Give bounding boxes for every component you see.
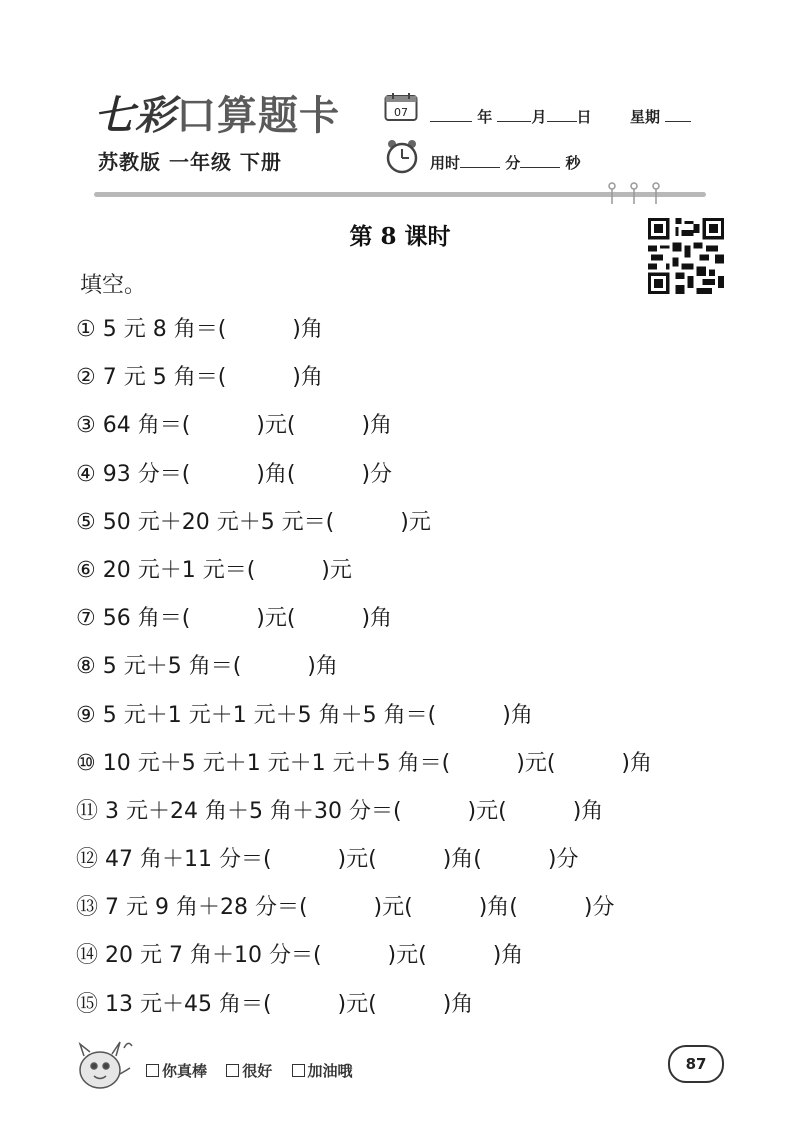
problem-10[interactable]: ⑩ 10 元＋5 元＋1 元＋1 元＋5 角＝( )元( )角 <box>76 750 652 776</box>
rating-great-label: 你真棒 <box>162 1062 208 1080</box>
checkbox-icon[interactable] <box>292 1064 305 1077</box>
day-blank[interactable] <box>547 107 577 122</box>
problem-5[interactable]: ⑤ 50 元＋20 元＋5 元＝( )元 <box>76 509 431 535</box>
problem-6[interactable]: ⑥ 20 元＋1 元＝( )元 <box>76 557 352 583</box>
problem-1[interactable]: ① 5 元 8 角＝( )角 <box>76 317 323 342</box>
week-blank[interactable] <box>665 107 691 122</box>
qr-code-icon[interactable] <box>648 218 724 294</box>
checkbox-icon[interactable] <box>226 1064 239 1077</box>
year-blank[interactable] <box>430 107 472 122</box>
week-label: 星期 <box>629 108 660 126</box>
minutes-label: 分 <box>505 154 521 172</box>
instruction-text: 填空。 <box>80 273 147 298</box>
problem-2[interactable]: ② 7 元 5 角＝( )角 <box>76 365 323 391</box>
calendar-icon <box>384 92 418 122</box>
month-label: 月 <box>531 108 547 126</box>
minutes-blank[interactable] <box>460 153 500 168</box>
problem-7[interactable]: ⑦ 56 角＝( )元( )角 <box>76 606 393 632</box>
rating-great[interactable] <box>146 1062 207 1080</box>
problem-list <box>76 308 776 1031</box>
divider-ornament <box>604 180 674 210</box>
brand-logo-title: 口算题卡 <box>176 92 340 139</box>
brand-logo-char-qi: 七 <box>94 92 135 139</box>
mascot-icon <box>72 1034 134 1096</box>
problem-15[interactable]: ⑮ 13 元＋45 角＝( )元( )角 <box>76 991 474 1017</box>
problem-9[interactable]: ⑨ 5 元＋1 元＋1 元＋5 角＋5 角＝( )角 <box>76 702 533 728</box>
lesson-title: 第 8 课时 <box>349 223 451 250</box>
seconds-blank[interactable] <box>520 153 560 168</box>
checkbox-icon[interactable] <box>146 1064 159 1077</box>
self-rating <box>146 1060 367 1081</box>
month-blank[interactable] <box>497 107 531 122</box>
seconds-label: 秒 <box>565 154 581 172</box>
brand-logo-char-cai: 彩 <box>135 92 176 139</box>
edition-subtitle: 苏教版 一年级 下册 <box>98 150 282 174</box>
rating-good[interactable] <box>226 1062 272 1080</box>
rating-keep-going-label: 加油哦 <box>307 1062 353 1080</box>
year-label: 年 <box>477 108 493 126</box>
problem-11[interactable]: ⑪ 3 元＋24 角＋5 角＋30 分＝( )元( )角 <box>76 798 604 824</box>
clock-icon <box>384 138 420 174</box>
problem-4[interactable]: ④ 93 分＝( )角( )分 <box>76 461 393 487</box>
rating-good-label: 很好 <box>242 1062 273 1080</box>
rating-keep-going[interactable] <box>292 1062 353 1080</box>
problem-8[interactable]: ⑧ 5 元＋5 角＝( )角 <box>76 654 338 680</box>
brand-logo <box>94 94 340 138</box>
problem-3[interactable]: ③ 64 角＝( )元( )角 <box>76 413 393 439</box>
problem-13[interactable]: ⑬ 7 元 9 角＋28 分＝( )元( )角( )分 <box>76 895 615 921</box>
date-line <box>430 106 691 127</box>
calendar-number: 07 <box>394 106 408 119</box>
time-line <box>430 152 581 173</box>
problem-12[interactable]: ⑫ 47 角＋11 分＝( )元( )角( )分 <box>76 847 579 873</box>
day-label: 日 <box>576 108 592 126</box>
problem-14[interactable]: ⑭ 20 元 7 角＋10 分＝( )元( )角 <box>76 943 524 969</box>
time-label: 用时 <box>430 154 461 172</box>
page-number: 87 <box>668 1045 724 1083</box>
